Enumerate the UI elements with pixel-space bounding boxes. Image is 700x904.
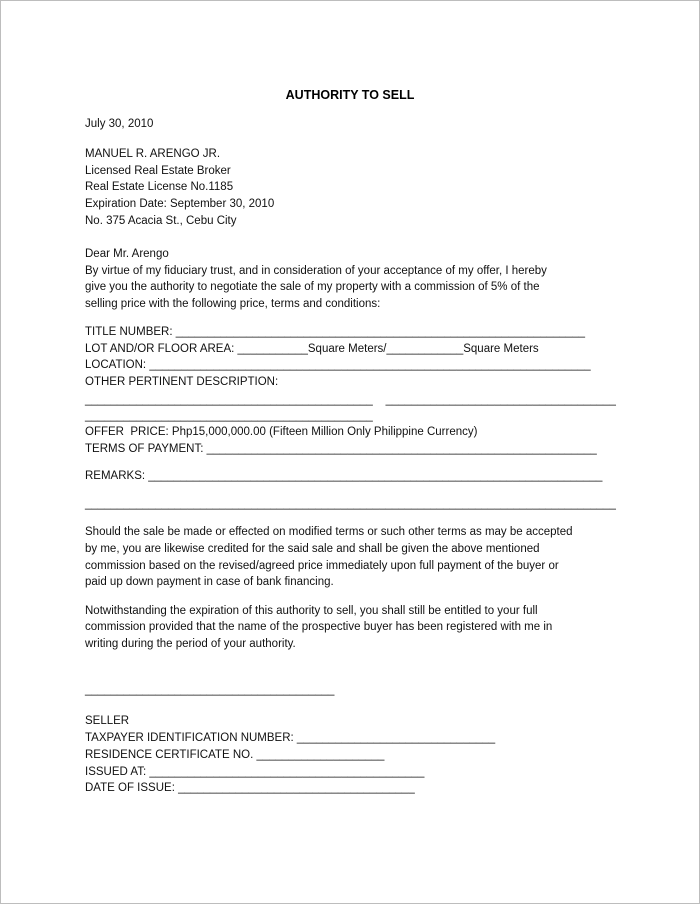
residence-certificate-field: RESIDENCE CERTIFICATE NO. ____________________ [85, 749, 385, 761]
paragraph-2-line-3: writing during the period of your authority. [85, 638, 296, 650]
remarks-line-2: ___________________________________________________________________________________ [85, 498, 616, 510]
seller-label: SELLER [85, 715, 130, 727]
date-of-issue-field: DATE OF ISSUE: _____________________________________ [85, 782, 415, 794]
recipient-role: Licensed Real Estate Broker [85, 165, 231, 177]
paragraph-1-line-2: by me, you are likewise credited for the said sale and shall be given the above mentioned [85, 543, 540, 555]
other-description-label: OTHER PERTINENT DESCRIPTION: [85, 376, 279, 388]
recipient-name: MANUEL R. ARENGO JR. [85, 148, 221, 160]
intro-line-1: By virtue of my fiduciary trust, and in consideration of your acceptance of my offer, I hereby [85, 265, 547, 277]
recipient-address: No. 375 Acacia St., Cebu City [85, 215, 237, 227]
location-field: LOCATION: _____________________________________________________________________ [85, 359, 591, 371]
document-date: July 30, 2010 [85, 118, 154, 130]
issued-at-field: ISSUED AT: ___________________________________________ [85, 766, 425, 778]
paragraph-2-line-1: Notwithstanding the expiration of this authority to sell, you shall still be entitled to your full [85, 605, 538, 617]
paragraph-1-line-3: commission based on the revised/agreed price immediately upon full payment of the buyer or [85, 560, 559, 572]
recipient-expiration: Expiration Date: September 30, 2010 [85, 198, 275, 210]
recipient-license: Real Estate License No.1185 [85, 181, 234, 193]
description-line-2: _____________________________________________ [85, 410, 373, 422]
intro-line-2: give you the authority to negotiate the sale of my property with a commission of 5% of the [85, 281, 540, 293]
terms-of-payment-field: TERMS OF PAYMENT: _____________________________________________________________ [85, 443, 597, 455]
document-title: AUTHORITY TO SELL [285, 88, 415, 102]
lot-area-field: LOT AND/OR FLOOR AREA: ___________Square Meters/____________Square Meters [85, 343, 539, 355]
tin-field: TAXPAYER IDENTIFICATION NUMBER: _______________________________ [85, 732, 496, 744]
description-line-1: _____________________________________________ ____________________________________ [85, 394, 616, 406]
title-number-field: TITLE NUMBER: ________________________________________________________________ [85, 326, 586, 338]
signature-line: _______________________________________ [85, 684, 335, 696]
paragraph-1-line-4: paid up down payment in case of bank financing. [85, 576, 334, 588]
remarks-field: REMARKS: _______________________________________________________________________ [85, 470, 603, 482]
paragraph-1-line-1: Should the sale be made or effected on modified terms or such other terms as may be accepted [85, 526, 573, 538]
paragraph-2-line-2: commission provided that the name of the prospective buyer has been registered with me in [85, 621, 553, 633]
intro-line-3: selling price with the following price, terms and conditions: [85, 298, 381, 310]
offer-price: OFFER PRICE: Php15,000,000.00 (Fifteen Million Only Philippine Currency) [85, 426, 478, 438]
salutation: Dear Mr. Arengo [85, 248, 169, 260]
